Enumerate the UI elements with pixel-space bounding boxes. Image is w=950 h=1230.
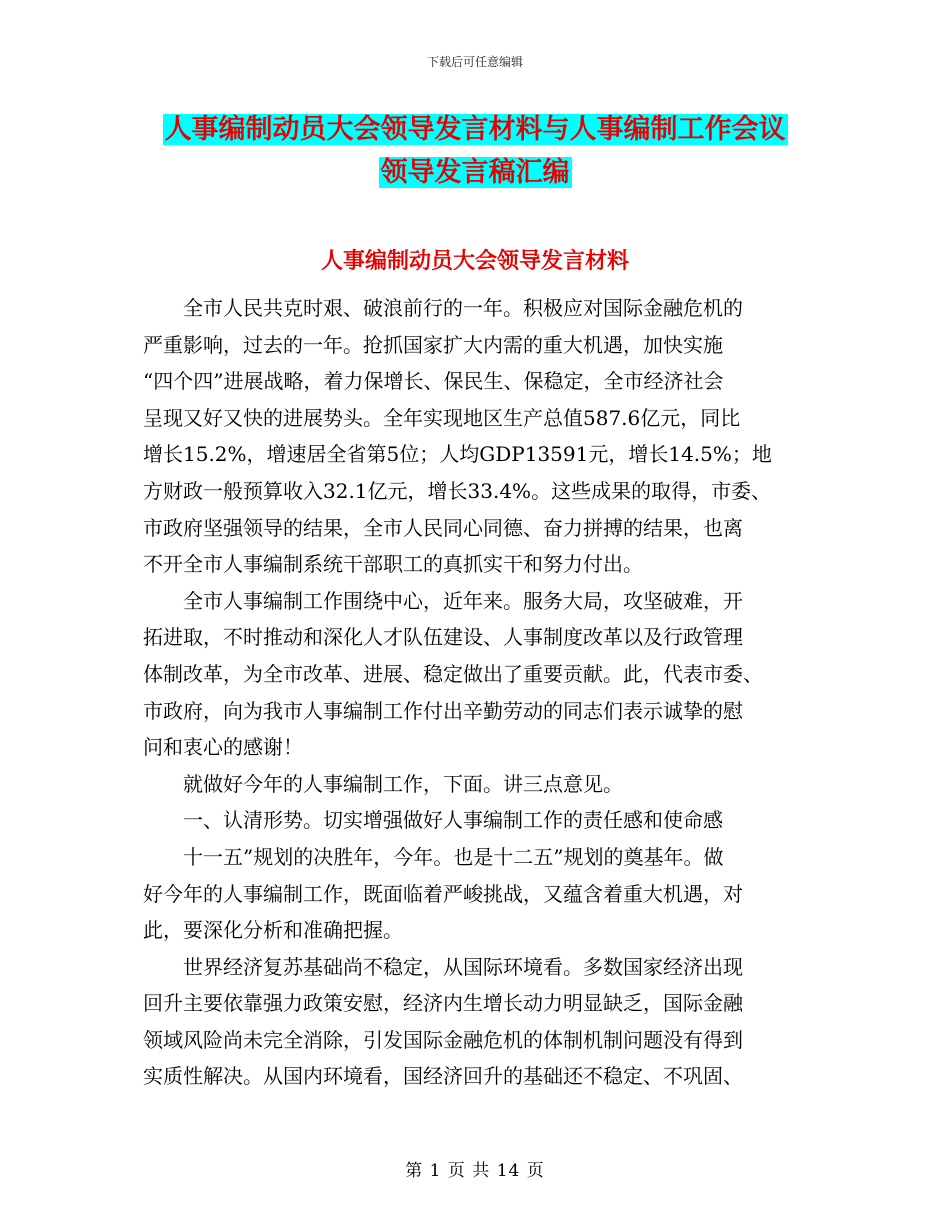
body-line: 拓进取，不时推动和深化人才队伍建设、人事制度改革以及行政管理 — [143, 625, 743, 650]
main-title-line-2 — [0, 153, 950, 193]
body-line: 就做好今年的人事编制工作，下面。讲三点意见。 — [143, 771, 623, 796]
body-line: 此，要深化分析和准确把握。 — [143, 918, 403, 943]
body-line: 十一五”规划的决胜年，今年。也是十二五”规划的奠基年。做 — [143, 844, 724, 869]
body-line: 实质性解决。从国内环境看，国经济回升的基础还不稳定、不巩固、 — [143, 1064, 743, 1089]
body-line: 呈现又好又快的进展势头。全年实现地区生产总值587.6亿元，同比 — [143, 405, 741, 430]
body-line: 领域风险尚未完全消除，引发国际金融危机的体制机制问题没有得到 — [143, 1027, 743, 1052]
page-number-footer: 第 1 页 共 14 页 — [405, 1161, 545, 1181]
body-text — [143, 290, 813, 1095]
body-line: 世界经济复苏基础尚不稳定，从国际环境看。多数国家经济出现 — [143, 954, 743, 979]
main-title-line-1-text: 人事编制动员大会领导发言材料与人事编制工作会议 — [164, 114, 786, 145]
body-line: 方财政一般预算收入32.1亿元，增长33.4%。这些成果的取得，市委、 — [143, 478, 772, 503]
body-line: 市政府坚强领导的结果，全市人民同心同德、奋力拼搏的结果，也离 — [143, 515, 743, 540]
main-title-line-1 — [0, 110, 950, 150]
body-line: “四个四”进展战略，着力保增长、保民生、保稳定，全市经济社会 — [143, 369, 724, 394]
body-line: 好今年的人事编制工作，既面临着严峻挑战，又蕴含着重大机遇，对 — [143, 881, 743, 906]
body-line: 全市人事编制工作围绕中心，近年来。服务大局，攻坚破难，开 — [143, 588, 743, 613]
body-line: 市政府，向为我市人事编制工作付出辛勤劳动的同志们表示诚挚的慰 — [143, 698, 743, 723]
body-line: 增长15.2%，增速居全省第5位；人均GDP13591元，增长14.5%；地 — [143, 442, 772, 467]
section-title: 人事编制动员大会领导发言材料 — [320, 249, 629, 274]
header-note: 下载后可任意编辑 — [426, 55, 523, 69]
main-title-line-2-text: 领导发言稿汇编 — [380, 157, 570, 188]
body-line: 严重影响，过去的一年。抢抓国家扩大内需的重大机遇，加快实施 — [143, 332, 723, 357]
body-line: 回升主要依靠强力政策安慰，经济内生增长动力明显缺乏，国际金融 — [143, 991, 743, 1016]
body-line: 问和衷心的感谢！ — [143, 735, 303, 760]
body-line: 一、认清形势。切实增强做好人事编制工作的责任感和使命感 — [143, 808, 723, 833]
body-line: 全市人民共克时艰、破浪前行的一年。积极应对国际金融危机的 — [143, 296, 743, 320]
body-line: 不开全市人事编制系统干部职工的真抓实干和努力付出。 — [143, 552, 643, 577]
body-line: 体制改革，为全市改革、进展、稳定做出了重要贡献。此，代表市委、 — [143, 661, 763, 686]
